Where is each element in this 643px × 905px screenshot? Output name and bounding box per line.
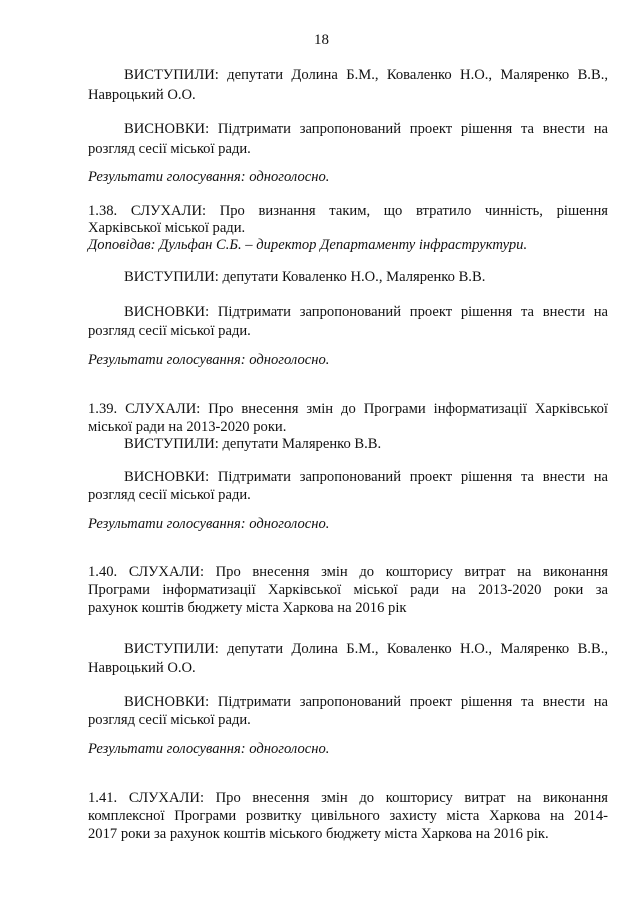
heard-item-1-40-cont: Програми інформатизації Харківської міської ради на 2013-2020 роки за (88, 582, 608, 598)
speakers-line: ВИСТУПИЛИ: депутати Долина Б.М., Коваленко Н.О., Маляренко В.В., (124, 641, 608, 657)
conclusions-line: ВИСНОВКИ: Підтримати запропонований проект рішення та внести на (124, 694, 608, 710)
heard-item-1-40: 1.40. СЛУХАЛИ: Про внесення змін до кошторису витрат на виконання (88, 564, 608, 580)
speakers-line-cont: Навроцький О.О. (88, 660, 196, 676)
speakers-line: ВИСТУПИЛИ: депутати Долина Б.М., Коваленко Н.О., Маляренко В.В., (124, 67, 608, 83)
voting-result: Результати голосування: одноголосно. (88, 169, 330, 185)
speakers-line: ВИСТУПИЛИ: депутати Коваленко Н.О., Маляренко В.В. (124, 269, 486, 285)
page-number: 18 (314, 32, 329, 48)
conclusions-line-cont: розгляд сесії міської ради. (88, 323, 251, 339)
heard-item-1-41-cont: 2017 роки за рахунок коштів міського бюджету міста Харкова на 2016 рік. (88, 826, 549, 842)
heard-item-1-38-cont: Харківської міської ради. (88, 220, 246, 236)
voting-result: Результати голосування: одноголосно. (88, 516, 330, 532)
heard-item-1-39-cont: міської ради на 2013-2020 роки. (88, 419, 287, 435)
conclusions-line-cont: розгляд сесії міської ради. (88, 712, 251, 728)
conclusions-line-cont: розгляд сесії міської ради. (88, 487, 251, 503)
heard-item-1-41: 1.41. СЛУХАЛИ: Про внесення змін до кошторису витрат на виконання (88, 790, 608, 806)
heard-item-1-39: 1.39. СЛУХАЛИ: Про внесення змін до Програми інформатизації Харківської (88, 401, 608, 417)
conclusions-line: ВИСНОВКИ: Підтримати запропонований проект рішення та внести на (124, 304, 608, 320)
voting-result: Результати голосування: одноголосно. (88, 352, 330, 368)
heard-item-1-38: 1.38. СЛУХАЛИ: Про визнання таким, що втратило чинність, рішення (88, 203, 608, 219)
heard-item-1-40-cont: рахунок коштів бюджету міста Харкова на 2016 рік (88, 600, 407, 616)
voting-result: Результати голосування: одноголосно. (88, 741, 330, 757)
speakers-line-cont: Навроцький О.О. (88, 87, 196, 103)
conclusions-line: ВИСНОВКИ: Підтримати запропонований проект рішення та внести на (124, 469, 608, 485)
heard-item-1-41-cont: комплексної Програми розвитку цивільного захисту міста Харкова на 2014- (88, 808, 608, 824)
conclusions-line-cont: розгляд сесії міської ради. (88, 141, 251, 157)
speakers-line: ВИСТУПИЛИ: депутати Маляренко В.В. (124, 436, 382, 452)
conclusions-line: ВИСНОВКИ: Підтримати запропонований проект рішення та внести на (124, 121, 608, 137)
reporter-line: Доповідав: Дульфан С.Б. – директор Департаменту інфраструктури. (88, 237, 528, 253)
